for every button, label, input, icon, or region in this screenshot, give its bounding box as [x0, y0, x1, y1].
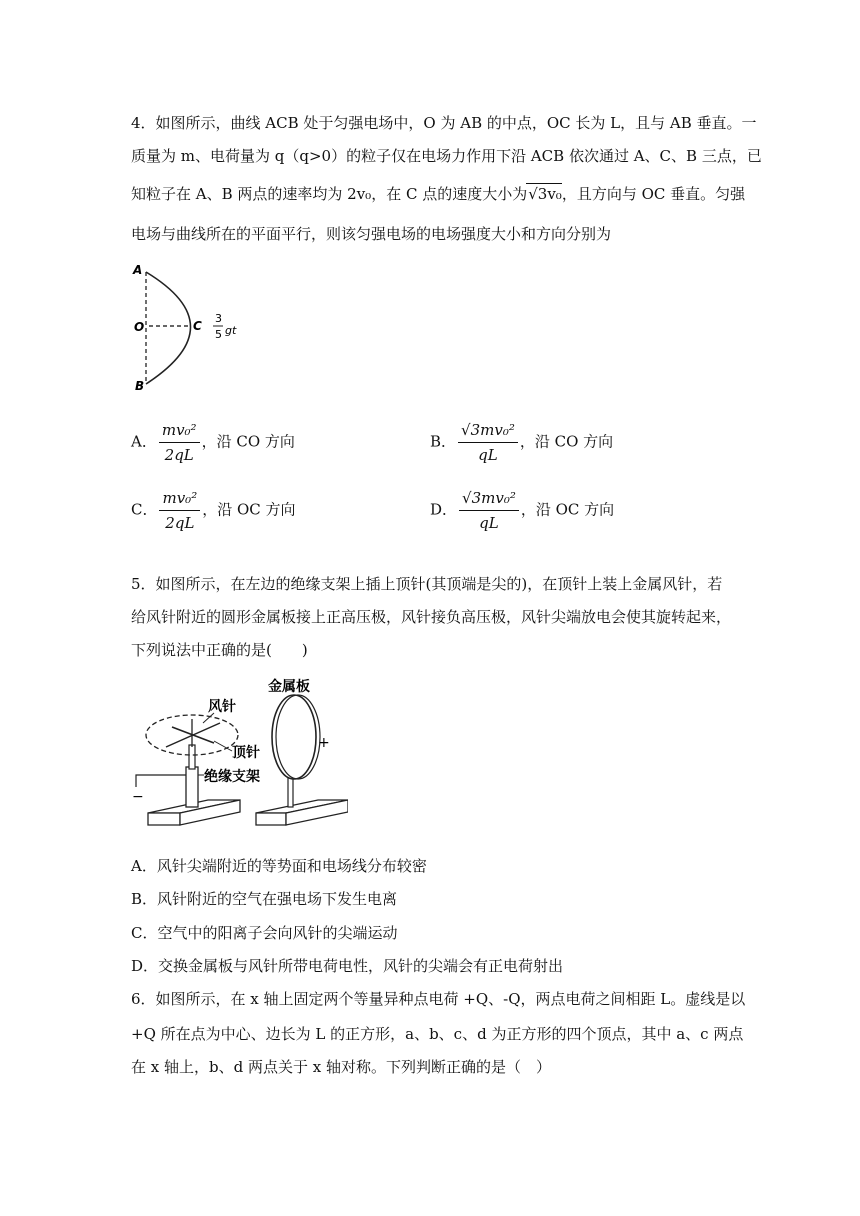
metal-plate: [272, 695, 316, 779]
q4-option-c[interactable]: [131, 488, 296, 533]
option-tail: ，沿 OC 方向: [202, 500, 296, 519]
q4-line-3-a: 知粒子在 A、B 两点的速率均为 2v₀，在 C 点的速度大小为: [131, 185, 528, 203]
q4-option-a[interactable]: [131, 420, 295, 465]
option-tail: ，沿 OC 方向: [520, 500, 615, 519]
q4-option-d[interactable]: [430, 488, 614, 533]
q5-option-c[interactable]: C．空气中的阳离子会向风针的尖端运动: [131, 924, 398, 942]
label-o: O: [134, 320, 145, 334]
q4-option-b[interactable]: [430, 420, 613, 465]
q4-line-2: 质量为 m、电荷量为 q（q>0）的粒子仅在电场力作用下沿 ACB 依次通过 A、C、B 三点，已: [131, 147, 762, 165]
option-label: D．: [430, 500, 458, 519]
q5-option-a[interactable]: A．风针尖端附近的等势面和电场线分布较密: [131, 857, 427, 875]
label-b: B: [135, 379, 145, 393]
plus-label: +: [318, 735, 330, 751]
q4-sqrt-v0: √3v₀: [528, 185, 562, 203]
q4-line-3-b: ，且方向与 OC 垂直。匀强: [561, 185, 746, 203]
q5-option-b[interactable]: B．风针附近的空气在强电场下发生电离: [131, 890, 398, 908]
support-label: 绝缘支架: [204, 769, 260, 785]
q4-line-1: 4．如图所示，曲线 ACB 处于匀强电场中，O 为 AB 的中点，OC 长为 L，且与 AB 垂直。一: [131, 114, 757, 132]
frac-den: 5: [215, 328, 222, 341]
acb-curve: [146, 272, 191, 384]
option-fraction: $\frac{\text{mv₀²}}{2qL}$: [159, 420, 200, 465]
label-a: A: [133, 263, 143, 277]
insulating-support: [186, 767, 198, 807]
option-fraction: $\frac{\text{√3mv₀²}}{qL}$: [458, 420, 518, 465]
q5-line-3: 下列说法中正确的是( ): [131, 641, 308, 659]
frac-num: 3: [215, 312, 222, 325]
wind-needle-label: 风针: [208, 699, 236, 715]
q4-figure-acb-curve: [125, 258, 255, 398]
option-fraction: $\frac{\text{√3mv₀²}}{qL}$: [459, 488, 519, 533]
option-fraction: $\frac{\text{mv₀²}}{2qL}$: [159, 488, 200, 533]
q4-line-4: 电场与曲线所在的平面平行，则该匀强电场的电场强度大小和方向分别为: [131, 225, 612, 243]
top-needle-label: 顶针: [232, 745, 260, 761]
option-tail: ，沿 CO 方向: [519, 432, 614, 451]
q5-line-2: 给风针附近的圆形金属板接上正高压极，风针接负高压极，风针尖端放电会使其旋转起来，: [131, 608, 732, 626]
label-c: C: [193, 319, 202, 333]
q6-line-2: +Q 所在点为中心、边长为 L 的正方形，a、b、c、d 为正方形的四个顶点，其中 a、c 两点: [131, 1025, 744, 1043]
top-needle-rod: [189, 745, 195, 769]
option-tail: ，沿 CO 方向: [201, 432, 295, 451]
q5-figure-wind-needle: [128, 675, 348, 840]
q6-line-1: 6．如图所示，在 x 轴上固定两个等量异种点电荷 +Q、-Q，两点电荷之间相距 L。虚线是以: [131, 990, 746, 1008]
q4-line-3: [131, 183, 745, 204]
metal-plate-label: 金属板: [268, 679, 310, 695]
q5-line-1: 5．如图所示，在左边的绝缘支架上插上顶针(其顶端是尖的)，在顶针上装上金属风针，若: [131, 575, 723, 593]
option-label: C．: [131, 500, 158, 519]
option-label: A．: [131, 432, 157, 451]
minus-label: −: [132, 789, 144, 805]
q5-option-d[interactable]: D．交换金属板与风针所带电荷电性，风针的尖端会有正电荷射出: [131, 957, 564, 975]
option-label: B．: [430, 432, 457, 451]
frac-tail: gt: [225, 324, 237, 337]
q6-line-3: 在 x 轴上，b、d 两点关于 x 轴对称。下列判断正确的是（ ）: [131, 1058, 551, 1076]
